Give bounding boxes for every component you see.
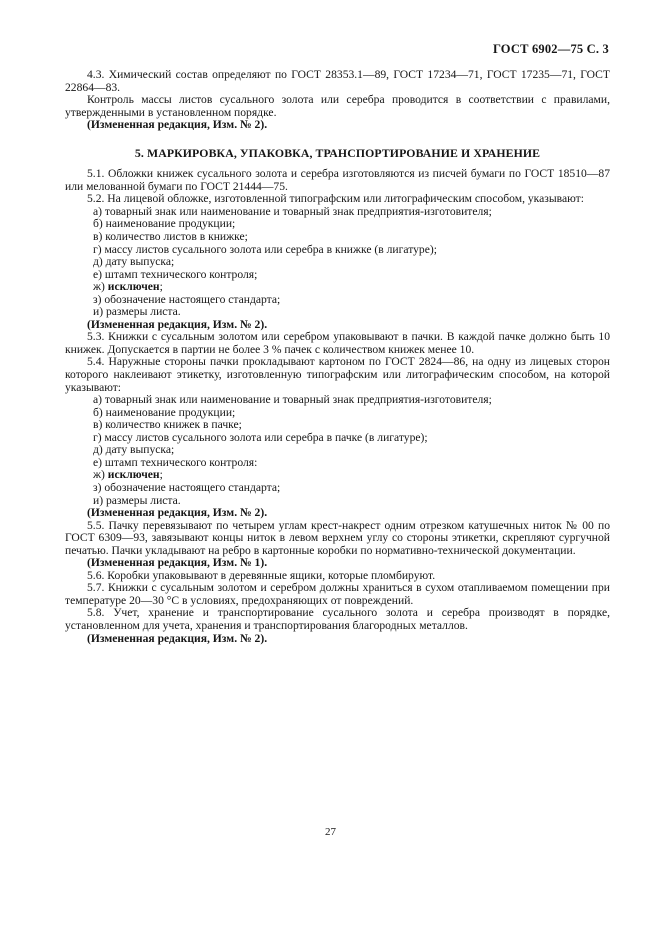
text-run: в) количество листов в книжке; <box>93 230 248 244</box>
text-run: з) обозначение настоящего стандарта; <box>93 480 281 494</box>
document-header: ГОСТ 6902—75 С. 3 <box>492 42 609 56</box>
text-run: ; <box>159 468 163 482</box>
page-number: 27 <box>325 826 336 838</box>
paragraph <box>65 582 610 607</box>
text-run: 5.4. Наружные стороны пачки прокладывают картоном по ГОСТ 2824—86, на одну из лицевых сторон которого наклеивают этикетку, изготовленную типографским или литографическим способом, на которой указывают: <box>65 355 610 394</box>
document-body <box>65 69 610 645</box>
text-run: 5.3. Книжки с сусальным золотом или серебром упаковывают в пачки. В каждой пачке должно быть 10 книжек. Допускается в партии не более 3 % пачек с количеством книжек менее 10. <box>65 330 610 356</box>
paragraph <box>65 520 610 558</box>
section-heading <box>65 147 610 160</box>
text-run: д) дату выпуска; <box>93 255 175 269</box>
text-run: е) штамп технического контроля; <box>93 267 258 281</box>
text-run: 5.2. На лицевой обложке, изготовленной типографским или литографическим способом, указывают: <box>87 192 584 206</box>
text-run: исключен <box>107 280 160 294</box>
text-run: (Измененная редакция, Изм. № 2). <box>87 631 268 645</box>
text-run: б) наименование продукции; <box>93 217 236 231</box>
text-run: Контроль массы листов сусального золота или серебра проводится в соответствии с правилами, утвержденными в установленном порядке. <box>65 93 610 119</box>
text-run: 5.5. Пачку перевязывают по четырем углам крест-накрест одним отрезком катушечных ниток № 00 по ГОСТ 6309—93, завязывают концы ниток в левом верхнем углу со стороны этикетки, скрепляют сургучной печатью. Пачки укладывают на ребро в картонные коробки по нормативно-технической документации. <box>65 518 610 557</box>
paragraph <box>65 69 610 94</box>
text-run: 5.8. Учет, хранение и транспортирование сусального золота и серебра производят в порядке, установленном для учета, хранения и транспортирования благородных металлов. <box>65 606 610 632</box>
amendment-note <box>65 633 610 646</box>
paragraph <box>65 331 610 356</box>
text-run: (Измененная редакция, Изм. № 2). <box>87 118 268 132</box>
text-run: д) дату выпуска; <box>93 443 175 457</box>
text-run: г) массу листов сусального золота или серебра в пачке (в лигатуре); <box>93 430 428 444</box>
text-run: 5.1. Обложки книжек сусального золота и серебра изготовляются из писчей бумаги по ГОСТ 18510—87 или мелованной бумаги по ГОСТ 21444—75. <box>65 167 610 193</box>
text-run: а) товарный знак или наименование и товарный знак предприятия-изготовителя; <box>93 393 492 407</box>
text-run: з) обозначение настоящего стандарта; <box>93 292 281 306</box>
text-run: б) наименование продукции; <box>93 405 236 419</box>
text-run: 4.3. Химический состав определяют по ГОСТ 28353.1—89, ГОСТ 17234—71, ГОСТ 17235—71, ГОСТ 22864—83. <box>65 68 610 94</box>
paragraph <box>65 607 610 632</box>
text-run: ж) <box>93 280 108 294</box>
text-run: (Измененная редакция, Изм. № 2). <box>87 506 268 520</box>
text-run: исключен <box>107 468 160 482</box>
text-run: 5.7. Книжки с сусальным золотом и серебром должны храниться в сухом отапливаемом помещении при температуре 20—30 °С в условиях, предохраняющих от повреждений. <box>65 581 610 607</box>
text-run: 5.6. Коробки упаковывают в деревянные ящики, которые пломбируют. <box>87 568 436 582</box>
text-run: и) размеры листа. <box>93 305 181 319</box>
text-run: ; <box>159 280 163 294</box>
paragraph <box>65 94 610 119</box>
text-run: а) товарный знак или наименование и товарный знак предприятия-изготовителя; <box>93 204 492 218</box>
text-run: (Измененная редакция, Изм. № 2). <box>87 317 268 331</box>
text-run: и) размеры листа. <box>93 493 181 507</box>
text-run: (Измененная редакция, Изм. № 1). <box>87 556 268 570</box>
paragraph <box>65 356 610 394</box>
text-run: е) штамп технического контроля: <box>93 455 258 469</box>
text-run: г) массу листов сусального золота или серебра в книжке (в лигатуре); <box>93 242 437 256</box>
text-run: 5. МАРКИРОВКА, УПАКОВКА, ТРАНСПОРТИРОВАНИЕ И ХРАНЕНИЕ <box>134 145 541 160</box>
paragraph <box>65 168 610 193</box>
text-run: ж) <box>93 468 108 482</box>
text-run: в) количество книжек в пачке; <box>93 418 242 432</box>
amendment-note <box>65 119 610 132</box>
